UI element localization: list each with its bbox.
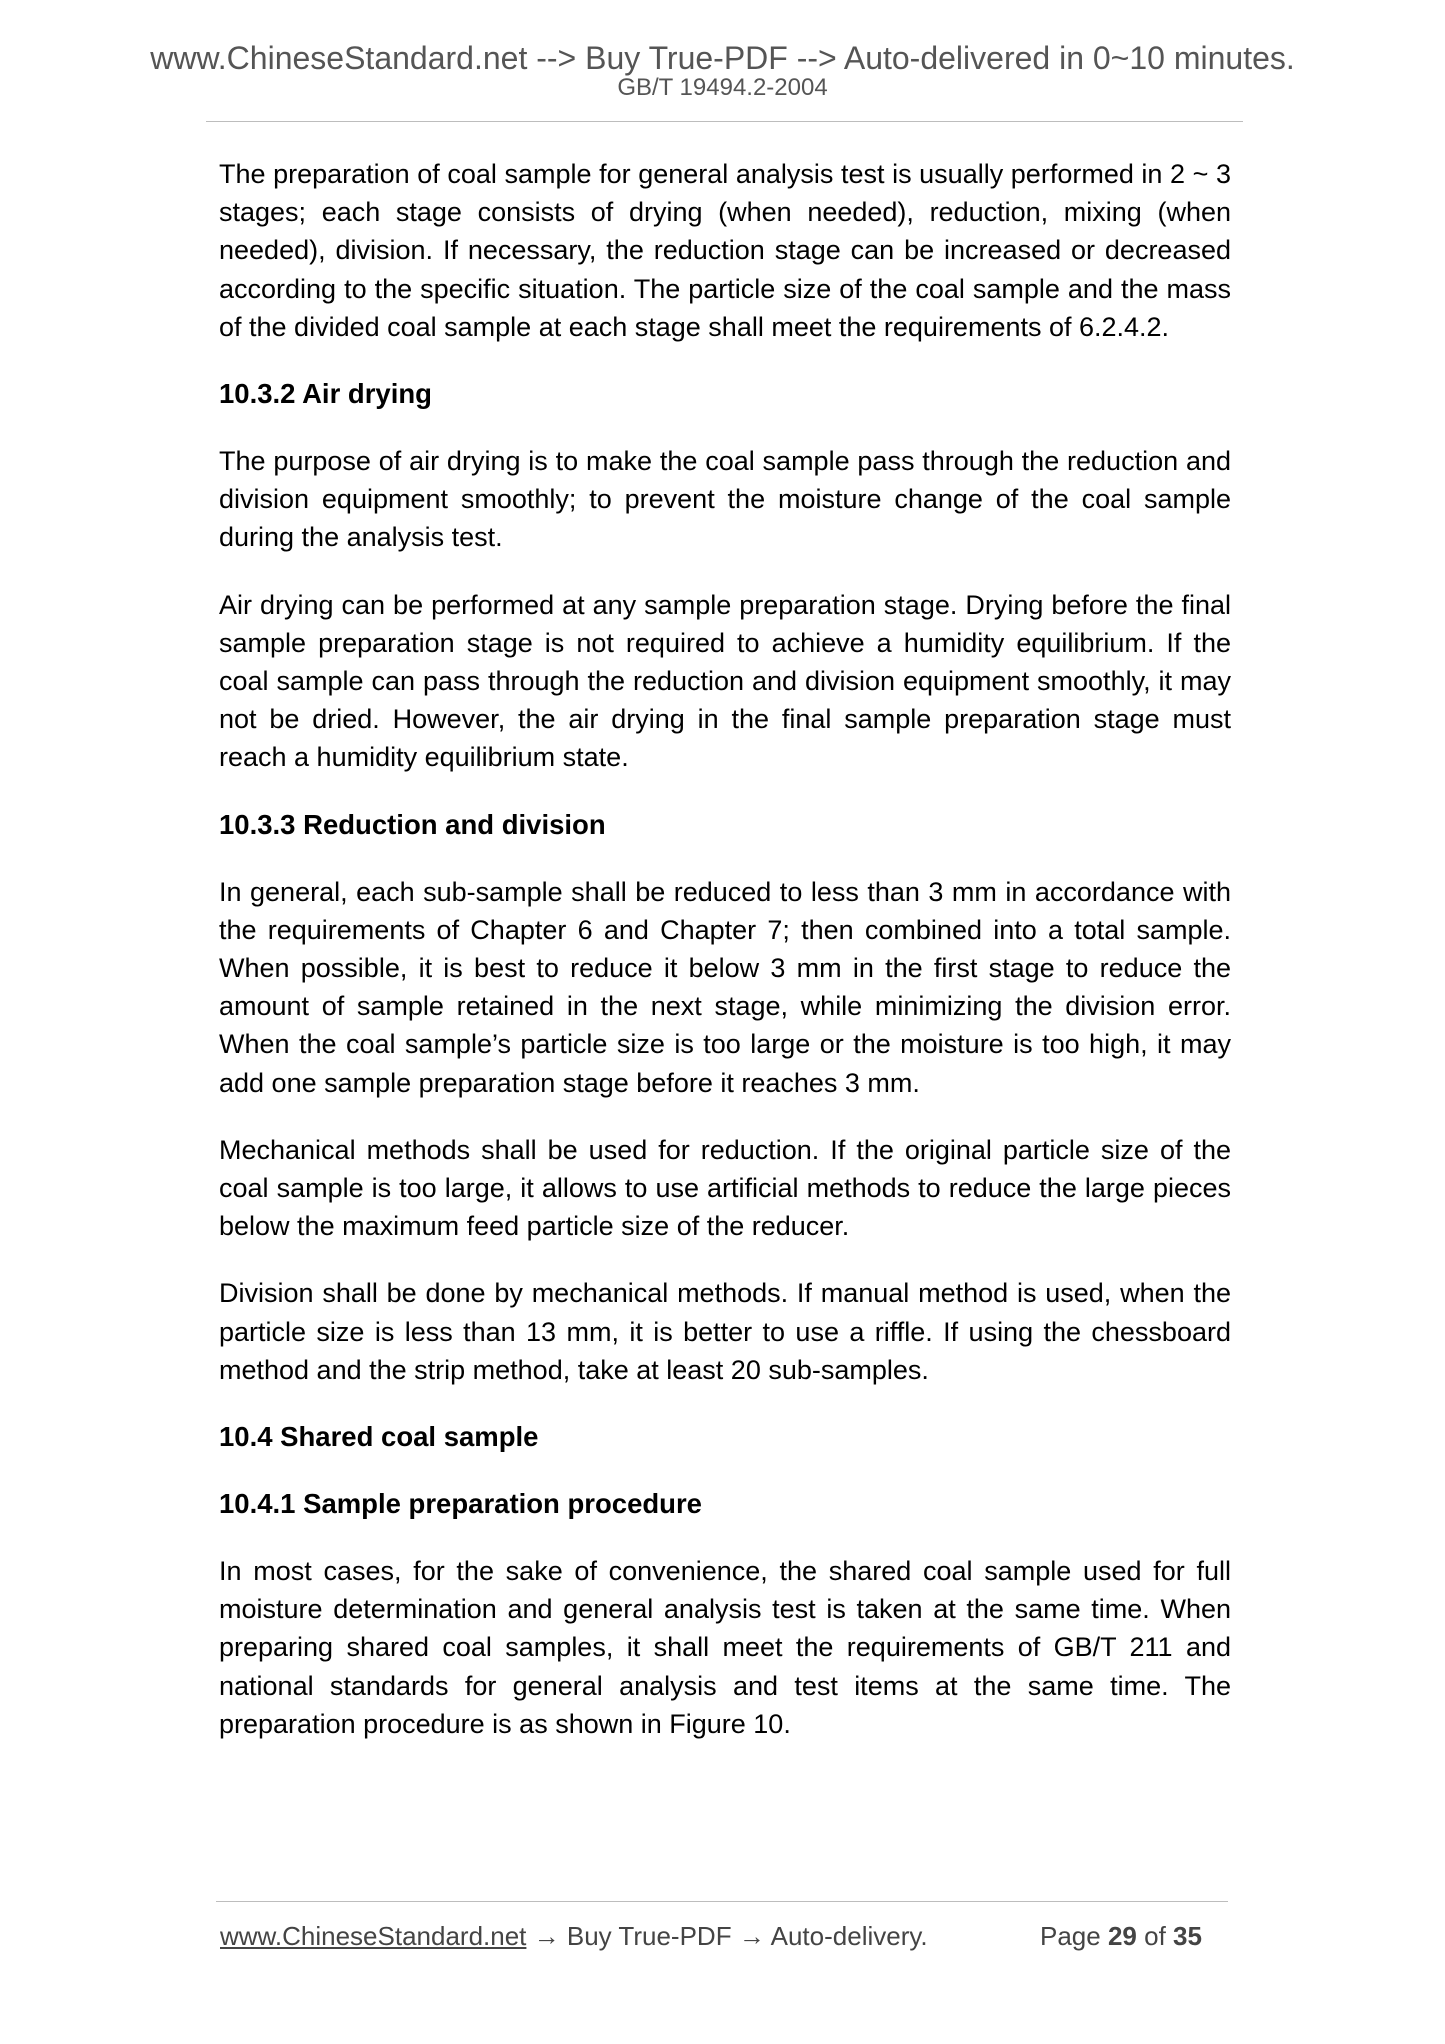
of-label: of	[1144, 1921, 1166, 1951]
paragraph-air-drying-purpose: The purpose of air drying is to make the coal sample pass through the reduction and division equipment smoothly; to prevent the moisture change of the coal sample during the analysis test.	[219, 446, 1231, 553]
heading-sample-preparation-procedure: 10.4.1 Sample preparation procedure	[219, 1488, 702, 1520]
footer-buy-text: Buy True-PDF	[566, 1921, 732, 1951]
standard-id: GB/T 19494.2-2004	[617, 74, 828, 101]
heading-shared-coal-sample: 10.4 Shared coal sample	[219, 1421, 539, 1453]
footer-site-link[interactable]: www.ChineseStandard.net	[220, 1921, 527, 1951]
page-label: Page	[1040, 1921, 1101, 1951]
paragraph-division-methods: Division shall be done by mechanical methods. If manual method is used, when the particle size is less than 13 mm, it is better to use a riffle. If using the chessboard method and the strip method, take at least 20 sub-samples.	[219, 1278, 1231, 1385]
paragraph-reduction-mechanical: Mechanical methods shall be used for reduction. If the original particle size of the coal sample is too large, it allows to use artificial methods to reduce the large pieces below the maximum feed particle size of the reducer.	[219, 1134, 1231, 1242]
header-banner: www.ChineseStandard.net --> Buy True-PDF --> Auto-delivered in 0~10 minutes.	[150, 40, 1295, 76]
page-content	[219, 155, 1231, 1772]
page-indicator	[1040, 1920, 1202, 1952]
paragraph-shared-sample-procedure: In most cases, for the sake of convenience, the shared coal sample used for full moisture determination and general analysis test is taken at the same time. When preparing shared coal samples, it shall meet the requirements of GB/T 211 and national standards for general analysis and test items at the same time. The preparation procedure is as shown in Figure 10.	[219, 1556, 1231, 1739]
total-pages: 35	[1173, 1921, 1202, 1951]
page-number: 29	[1107, 1921, 1137, 1951]
paragraph-intro: The preparation of coal sample for general analysis test is usually performed in 2 ~ 3 stages; each stage consists of drying (when needed), reduction, mixing (when needed), division. If necessary, the reduction stage can be increased or decreased according to the specific situation. The particle size of the coal sample and the mass of the divided coal sample at each stage shall meet the requirements of 6.2.4.2.	[219, 159, 1231, 342]
footer-links	[220, 1920, 928, 1952]
arrow-right-icon: →	[738, 1921, 765, 1951]
paragraph-reduction-general: In general, each sub-sample shall be reduced to less than 3 mm in accordance with the requirements of Chapter 6 and Chapter 7; then combined into a total sample. When possible, it is best to reduce it below 3 mm in the first stage to reduce the amount of sample retained in the next stage, while minimizing the division error. When the coal sample’s particle size is too large or the moisture is too high, it may add one sample preparation stage before it reaches 3 mm.	[219, 876, 1231, 1098]
heading-air-drying: 10.3.2 Air drying	[219, 378, 432, 410]
header-divider	[206, 121, 1243, 122]
footer-delivery-text: Auto-delivery.	[770, 1921, 928, 1951]
arrow-right-icon: →	[533, 1921, 560, 1951]
paragraph-air-drying-stage: Air drying can be performed at any sample preparation stage. Drying before the final sample preparation stage is not required to achieve a humidity equilibrium. If the coal sample can pass through the reduction and division equipment smoothly, it may not be dried. However, the air drying in the final sample preparation stage must reach a humidity equilibrium state.	[219, 589, 1231, 773]
footer-divider	[216, 1901, 1228, 1902]
heading-reduction-division: 10.3.3 Reduction and division	[219, 808, 606, 840]
